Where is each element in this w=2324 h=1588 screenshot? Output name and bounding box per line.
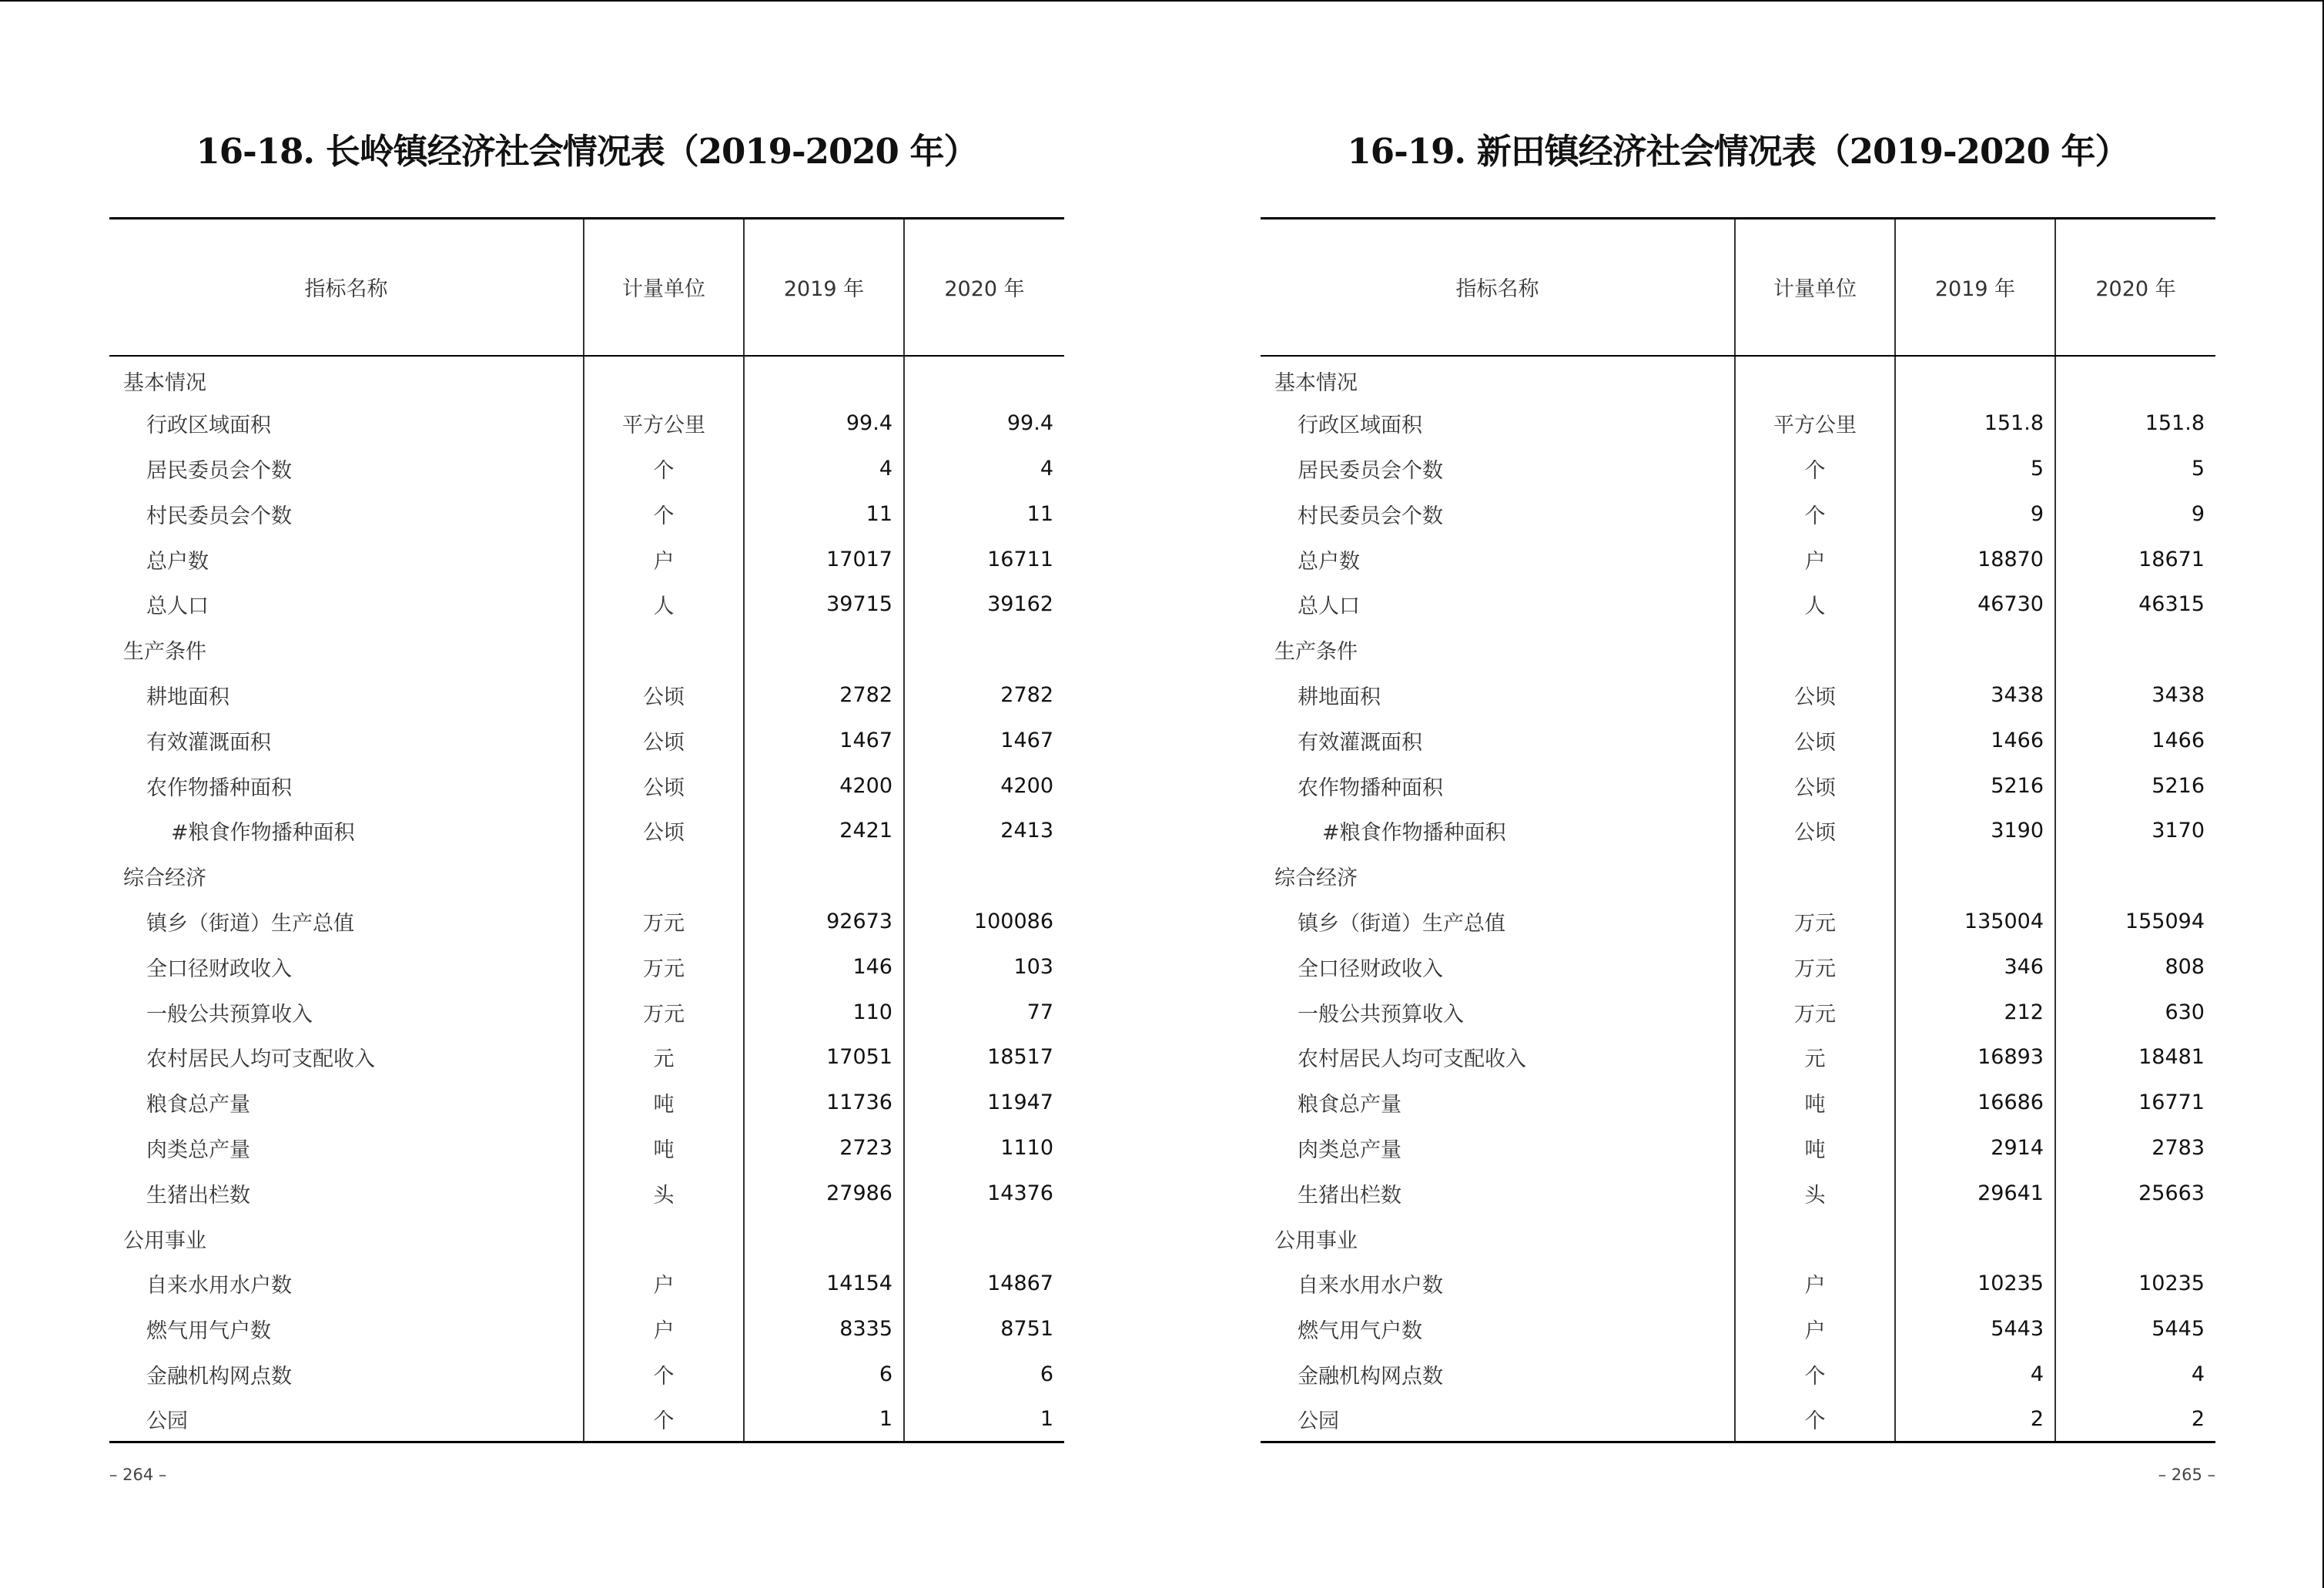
indicator-name-cell: 公园	[109, 1397, 584, 1442]
table-row	[1261, 1171, 2215, 1216]
indicator-name-cell: 肉类总产量	[146, 1137, 250, 1162]
indicator-name-cell: 综合经济	[123, 866, 206, 891]
value-2019-cell: 39715	[744, 581, 904, 627]
value-2020-cell: 25663	[2055, 1171, 2215, 1216]
value-2020-cell: 4	[904, 446, 1064, 491]
table-row	[109, 1261, 1064, 1306]
unit-cell: 平方公里	[584, 400, 744, 446]
indicator-name-cell: 全口径财政收入	[146, 956, 292, 981]
table-row	[1261, 808, 2215, 853]
value-2019-cell	[744, 356, 904, 401]
table-section-row	[109, 627, 1064, 672]
indicator-name-cell: 行政区域面积	[146, 414, 271, 438]
value-2020-cell: 103	[904, 944, 1064, 990]
unit-cell: 万元	[1735, 990, 1895, 1035]
table-section-row	[109, 356, 1064, 401]
indicator-name-cell: 村民委员会个数	[146, 504, 292, 528]
indicator-name-cell: 生产条件	[123, 640, 206, 665]
table-row	[109, 400, 1064, 446]
indicator-name-cell: 居民委员会个数	[1298, 458, 1443, 483]
value-2019-cell: 10235	[1895, 1261, 2055, 1306]
header-unit: 计量单位	[584, 219, 744, 356]
value-2019-cell	[1895, 356, 2055, 401]
indicator-name-cell: 行政区域面积	[1298, 414, 1422, 438]
indicator-name-cell: 自来水用水户数	[1298, 1274, 1443, 1298]
indicator-name-cell: 总户数	[146, 549, 209, 574]
indicator-name-cell: 综合经济	[1274, 866, 1358, 891]
value-2019-cell: 346	[1895, 944, 2055, 990]
indicator-name-cell: 燃气用气户数	[1298, 1319, 1422, 1344]
value-2019-cell: 9	[1895, 491, 2055, 537]
unit-cell: 万元	[584, 944, 744, 990]
indicator-name-cell: 金融机构网点数	[1298, 1364, 1443, 1389]
indicator-name-cell: 有效灌溉面积	[1298, 730, 1422, 755]
value-2020-cell	[2055, 356, 2215, 401]
indicator-name-cell: 燃气用气户数	[146, 1319, 271, 1344]
table-row	[1261, 1034, 2215, 1080]
indicator-name-cell: 农村居民人均可支配收入	[1298, 1047, 1526, 1072]
indicator-name-cell: 粮食总产量	[1298, 1093, 1401, 1117]
value-2020-cell: 630	[2055, 990, 2215, 1035]
table-row	[109, 718, 1064, 763]
value-2019-cell	[1895, 1216, 2055, 1261]
value-2020-cell: 2783	[2055, 1125, 2215, 1171]
unit-cell: 万元	[584, 899, 744, 944]
indicator-name-cell: 农作物播种面积	[1298, 776, 1443, 800]
value-2020-cell: 2	[2055, 1397, 2215, 1442]
header-year-2019: 2019 年	[1895, 219, 2055, 356]
value-2019-cell: 135004	[1895, 899, 2055, 944]
indicator-name-cell: 基本情况	[1274, 370, 1358, 395]
value-2020-cell: 5216	[2055, 763, 2215, 809]
unit-cell	[1735, 356, 1895, 401]
value-2020-cell: 39162	[904, 581, 1064, 627]
value-2019-cell: 212	[1895, 990, 2055, 1035]
indicator-name-cell: 一般公共预算收入	[146, 1002, 313, 1027]
value-2020-cell: 155094	[2055, 899, 2215, 944]
value-2020-cell: 14376	[904, 1171, 1064, 1216]
value-2020-cell	[2055, 853, 2215, 899]
table-row	[109, 672, 1064, 718]
value-2020-cell: 808	[2055, 944, 2215, 990]
unit-cell: 公顷	[1735, 718, 1895, 763]
unit-cell	[584, 627, 744, 672]
unit-cell: 公顷	[584, 718, 744, 763]
table-row	[1261, 400, 2215, 446]
value-2020-cell: 10235	[2055, 1261, 2215, 1306]
table-row	[1261, 990, 2215, 1035]
unit-cell: 个	[1735, 446, 1895, 491]
value-2020-cell	[2055, 627, 2215, 672]
table-row	[1261, 581, 2215, 627]
value-2019-cell: 8335	[744, 1306, 904, 1352]
value-2019-cell: 14154	[744, 1261, 904, 1306]
value-2020-cell: 18671	[2055, 537, 2215, 582]
table-row	[1261, 537, 2215, 582]
unit-cell: 公顷	[1735, 808, 1895, 853]
value-2019-cell: 1467	[744, 718, 904, 763]
value-2019-cell: 11	[744, 491, 904, 537]
indicator-name-cell: 金融机构网点数	[146, 1364, 292, 1389]
table-section-row	[1261, 627, 2215, 672]
unit-cell: 个	[1735, 1397, 1895, 1442]
value-2020-cell: 14867	[904, 1261, 1064, 1306]
value-2020-cell	[904, 1216, 1064, 1261]
value-2019-cell: 27986	[744, 1171, 904, 1216]
table-row	[109, 1397, 1064, 1442]
table-row	[1261, 1397, 2215, 1442]
value-2019-cell: 16686	[1895, 1080, 2055, 1125]
indicator-name-cell: 公用事业	[123, 1228, 206, 1253]
table-row	[109, 537, 1064, 582]
unit-cell	[1735, 853, 1895, 899]
table-section-row	[1261, 1216, 2215, 1261]
value-2020-cell: 1467	[904, 718, 1064, 763]
value-2019-cell	[1895, 853, 2055, 899]
table-row	[109, 1306, 1064, 1352]
value-2019-cell: 46730	[1895, 581, 2055, 627]
unit-cell: 公顷	[584, 672, 744, 718]
unit-cell: 个	[1735, 491, 1895, 537]
value-2020-cell: 3170	[2055, 808, 2215, 853]
table-row	[109, 1034, 1064, 1080]
value-2019-cell: 146	[744, 944, 904, 990]
table-row	[1261, 899, 2215, 944]
table-row	[1261, 1125, 2215, 1171]
value-2020-cell: 4200	[904, 763, 1064, 809]
table-row	[109, 944, 1064, 990]
value-2020-cell: 2413	[904, 808, 1064, 853]
page-number: – 265 –	[2158, 1466, 2215, 1484]
unit-cell: 万元	[584, 990, 744, 1035]
value-2020-cell: 2782	[904, 672, 1064, 718]
value-2020-cell: 9	[2055, 491, 2215, 537]
unit-cell: 头	[1735, 1171, 1895, 1216]
indicator-name-cell: 生猪出栏数	[146, 1183, 250, 1208]
value-2020-cell: 5	[2055, 446, 2215, 491]
value-2020-cell: 1110	[904, 1125, 1064, 1171]
unit-cell: 人	[1735, 581, 1895, 627]
table-section-row	[109, 1216, 1064, 1261]
value-2020-cell: 4	[2055, 1352, 2215, 1397]
value-2020-cell: 18481	[2055, 1034, 2215, 1080]
table-row	[1261, 944, 2215, 990]
table-row	[1261, 1306, 2215, 1352]
table-row	[1261, 446, 2215, 491]
indicator-name-cell: 总户数	[1298, 549, 1360, 574]
indicator-name-cell: 村民委员会个数	[1298, 504, 1443, 528]
value-2019-cell: 6	[744, 1352, 904, 1397]
table-row	[1261, 672, 2215, 718]
table-row	[109, 1352, 1064, 1397]
unit-cell	[1735, 1216, 1895, 1261]
indicator-name-cell: 一般公共预算收入	[1298, 1002, 1464, 1027]
table-row	[109, 990, 1064, 1035]
indicator-name-cell: 镇乡（街道）生产总值	[146, 911, 354, 936]
value-2019-cell: 1466	[1895, 718, 2055, 763]
indicator-name-cell: 有效灌溉面积	[146, 730, 271, 755]
indicator-name-cell: 农作物播种面积	[146, 776, 292, 800]
value-2020-cell	[904, 356, 1064, 401]
unit-cell	[584, 853, 744, 899]
unit-cell	[584, 1216, 744, 1261]
indicator-name-cell: 肉类总产量	[1298, 1137, 1401, 1162]
unit-cell: 元	[584, 1034, 744, 1080]
table-section-row	[109, 853, 1064, 899]
value-2020-cell: 1466	[2055, 718, 2215, 763]
header-unit: 计量单位	[1735, 219, 1895, 356]
unit-cell: 个	[584, 446, 744, 491]
unit-cell	[1735, 627, 1895, 672]
value-2020-cell	[904, 853, 1064, 899]
value-2019-cell: 92673	[744, 899, 904, 944]
indicator-name-cell: 自来水用水户数	[146, 1274, 292, 1298]
value-2019-cell: 29641	[1895, 1171, 2055, 1216]
indicator-name-cell: 镇乡（街道）生产总值	[1298, 911, 1505, 936]
unit-cell: 个	[584, 1397, 744, 1442]
header-year-2020: 2020 年	[2055, 219, 2215, 356]
table-row	[109, 1080, 1064, 1125]
value-2020-cell	[904, 627, 1064, 672]
unit-cell: 户	[584, 1306, 744, 1352]
unit-cell	[584, 356, 744, 401]
header-year-2020: 2020 年	[904, 219, 1064, 356]
page-number: – 264 –	[109, 1466, 167, 1484]
value-2019-cell: 151.8	[1895, 400, 2055, 446]
table-row	[1261, 763, 2215, 809]
table-section-row	[1261, 356, 2215, 401]
value-2020-cell: 3438	[2055, 672, 2215, 718]
value-2020-cell: 46315	[2055, 581, 2215, 627]
unit-cell: 户	[584, 1261, 744, 1306]
right-page	[1261, 0, 2215, 1588]
unit-cell: 个	[584, 491, 744, 537]
table-row	[109, 763, 1064, 809]
indicator-name-cell: 粮食总产量	[146, 1093, 250, 1117]
indicator-name-cell: 耕地面积	[146, 685, 229, 709]
value-2019-cell: 2914	[1895, 1125, 2055, 1171]
value-2019-cell: 5216	[1895, 763, 2055, 809]
value-2019-cell: 16893	[1895, 1034, 2055, 1080]
value-2019-cell	[744, 627, 904, 672]
stats-table	[109, 217, 1064, 1443]
value-2019-cell: 5443	[1895, 1306, 2055, 1352]
unit-cell: 户	[1735, 1261, 1895, 1306]
header-indicator: 指标名称	[109, 219, 584, 356]
unit-cell: 万元	[1735, 944, 1895, 990]
unit-cell: 公顷	[584, 763, 744, 809]
value-2019-cell: 2723	[744, 1125, 904, 1171]
header-indicator: 指标名称	[1261, 219, 1735, 356]
page-title: 16-19. 新田镇经济社会情况表（2019-2020 年）	[1347, 131, 2129, 172]
page-title: 16-18. 长岭镇经济社会情况表（2019-2020 年）	[196, 131, 978, 172]
unit-cell: 平方公里	[1735, 400, 1895, 446]
table-row	[109, 581, 1064, 627]
value-2019-cell: 4200	[744, 763, 904, 809]
unit-cell: 万元	[1735, 899, 1895, 944]
value-2020-cell	[2055, 1216, 2215, 1261]
unit-cell: 吨	[584, 1125, 744, 1171]
value-2020-cell: 8751	[904, 1306, 1064, 1352]
value-2020-cell: 11947	[904, 1080, 1064, 1125]
indicator-name-cell: #粮食作物播种面积	[171, 821, 355, 846]
header-year-2019: 2019 年	[744, 219, 904, 356]
value-2019-cell: 2	[1895, 1397, 2055, 1442]
table-row	[1261, 1261, 2215, 1306]
indicator-name-cell: 公用事业	[1274, 1228, 1358, 1253]
unit-cell: 吨	[1735, 1125, 1895, 1171]
value-2020-cell: 77	[904, 990, 1064, 1035]
value-2020-cell: 99.4	[904, 400, 1064, 446]
value-2020-cell: 1	[904, 1397, 1064, 1442]
left-page	[109, 0, 1064, 1588]
unit-cell: 吨	[584, 1080, 744, 1125]
value-2020-cell: 18517	[904, 1034, 1064, 1080]
unit-cell: 户	[1735, 1306, 1895, 1352]
value-2019-cell	[744, 853, 904, 899]
value-2019-cell	[1895, 627, 2055, 672]
table-row	[1261, 718, 2215, 763]
table-row	[109, 491, 1064, 537]
indicator-name-cell: #粮食作物播种面积	[1322, 821, 1506, 846]
value-2019-cell: 5	[1895, 446, 2055, 491]
table-row	[109, 808, 1064, 853]
table-row	[109, 1171, 1064, 1216]
value-2019-cell: 99.4	[744, 400, 904, 446]
indicator-name-cell: 总人口	[146, 595, 209, 619]
value-2020-cell: 16711	[904, 537, 1064, 582]
unit-cell: 户	[1735, 537, 1895, 582]
unit-cell: 人	[584, 581, 744, 627]
value-2019-cell: 17017	[744, 537, 904, 582]
table-row	[1261, 491, 2215, 537]
unit-cell: 吨	[1735, 1080, 1895, 1125]
indicator-name-cell: 农村居民人均可支配收入	[146, 1047, 375, 1072]
value-2020-cell: 16771	[2055, 1080, 2215, 1125]
table-row	[1261, 1080, 2215, 1125]
value-2019-cell: 110	[744, 990, 904, 1035]
value-2020-cell: 5445	[2055, 1306, 2215, 1352]
table-header-row	[109, 219, 1064, 356]
indicator-name-cell: 总人口	[1298, 595, 1360, 619]
stats-table	[1261, 217, 2215, 1443]
table-header-row	[1261, 219, 2215, 356]
table-row	[109, 899, 1064, 944]
table-row	[1261, 1352, 2215, 1397]
value-2019-cell: 2421	[744, 808, 904, 853]
table-row	[109, 446, 1064, 491]
value-2020-cell: 151.8	[2055, 400, 2215, 446]
indicator-name-cell: 公园	[1261, 1397, 1735, 1442]
value-2019-cell: 1	[744, 1397, 904, 1442]
value-2019-cell: 3190	[1895, 808, 2055, 853]
indicator-name-cell: 基本情况	[123, 370, 206, 395]
unit-cell: 公顷	[584, 808, 744, 853]
value-2019-cell: 3438	[1895, 672, 2055, 718]
value-2019-cell: 4	[744, 446, 904, 491]
unit-cell: 元	[1735, 1034, 1895, 1080]
value-2020-cell: 6	[904, 1352, 1064, 1397]
indicator-name-cell: 生产条件	[1274, 640, 1358, 665]
unit-cell: 个	[1735, 1352, 1895, 1397]
indicator-name-cell: 生猪出栏数	[1298, 1183, 1401, 1208]
value-2019-cell: 2782	[744, 672, 904, 718]
value-2020-cell: 11	[904, 491, 1064, 537]
table-section-row	[1261, 853, 2215, 899]
unit-cell: 户	[584, 537, 744, 582]
unit-cell: 公顷	[1735, 763, 1895, 809]
indicator-name-cell: 耕地面积	[1298, 685, 1381, 709]
value-2019-cell: 18870	[1895, 537, 2055, 582]
value-2020-cell: 100086	[904, 899, 1064, 944]
unit-cell: 公顷	[1735, 672, 1895, 718]
indicator-name-cell: 居民委员会个数	[146, 458, 292, 483]
value-2019-cell: 4	[1895, 1352, 2055, 1397]
table-row	[109, 1125, 1064, 1171]
unit-cell: 个	[584, 1352, 744, 1397]
indicator-name-cell: 全口径财政收入	[1298, 956, 1443, 981]
value-2019-cell: 17051	[744, 1034, 904, 1080]
value-2019-cell	[744, 1216, 904, 1261]
value-2019-cell: 11736	[744, 1080, 904, 1125]
unit-cell: 头	[584, 1171, 744, 1216]
